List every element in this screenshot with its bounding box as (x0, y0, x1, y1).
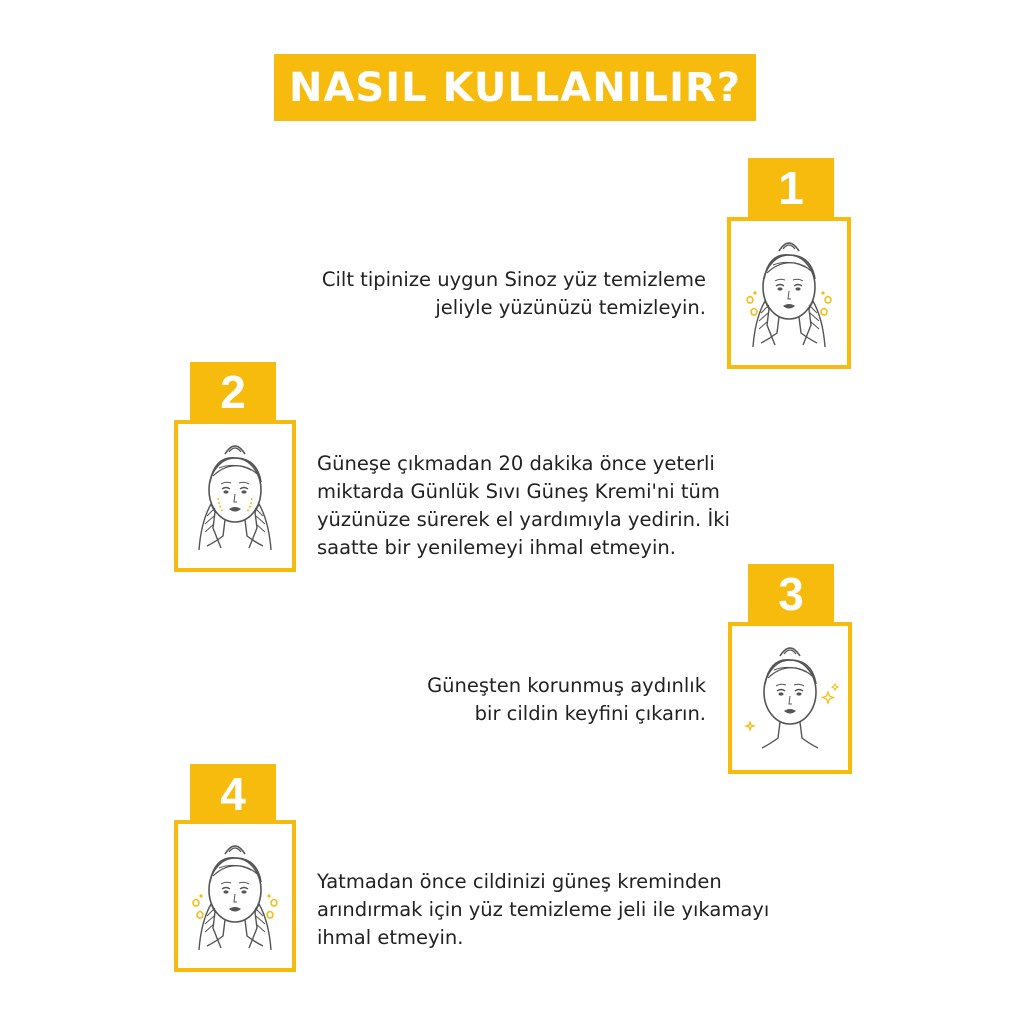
step-2-line: saatte bir yenilemeyi ihmal etmeyin. (317, 536, 676, 559)
step-2-text (317, 450, 730, 562)
face-glowing-icon (740, 634, 840, 762)
step-2-illustration-frame (174, 420, 296, 572)
step-4-line: ihmal etmeyin. (317, 926, 464, 949)
step-1-text (322, 266, 706, 322)
face-washing-icon (739, 229, 839, 357)
step-1-line: Cilt tipinize uygun Sinoz yüz temizleme (321, 268, 706, 291)
step-4-line: Yatmadan önce cildinizi güneş kreminden (317, 870, 722, 893)
step-3-number-badge (748, 564, 834, 623)
step-2-line: yüzünüze sürerek el yardımıyla yedirin. İki (317, 508, 730, 531)
step-3-text (427, 672, 706, 728)
step-2-line: Güneşe çıkmadan 20 dakika önce yeterli (317, 452, 715, 475)
step-4-line: arındırmak için yüz temizleme jeli ile yıkamayı (317, 898, 770, 921)
step-4-illustration-frame (174, 820, 296, 972)
step-2-number-badge (190, 362, 276, 421)
step-1-number-badge (748, 158, 834, 217)
step-2-line: miktarda Günlük Sıvı Güneş Kremi'ni tüm (317, 480, 720, 503)
step-2-number: 2 (220, 365, 246, 418)
step-3-line: Güneşten korunmuş aydınlık (427, 674, 706, 697)
face-applying-cream-icon (185, 432, 285, 560)
step-1-illustration-frame (727, 217, 851, 369)
step-3-line: bir cildin keyfini çıkarın. (474, 702, 706, 725)
face-washing-icon (185, 832, 285, 960)
step-3-illustration-frame (728, 622, 852, 774)
page-title: NASIL KULLANILIR? (289, 64, 741, 111)
step-4-text (317, 868, 769, 952)
step-4-number: 4 (220, 767, 246, 820)
step-1-line: jeliyle yüzünüzü temizleyin. (435, 296, 706, 319)
page-title-banner (274, 54, 756, 121)
step-1-number: 1 (778, 161, 804, 214)
step-3-number: 3 (778, 567, 804, 620)
step-4-number-badge (190, 764, 276, 823)
